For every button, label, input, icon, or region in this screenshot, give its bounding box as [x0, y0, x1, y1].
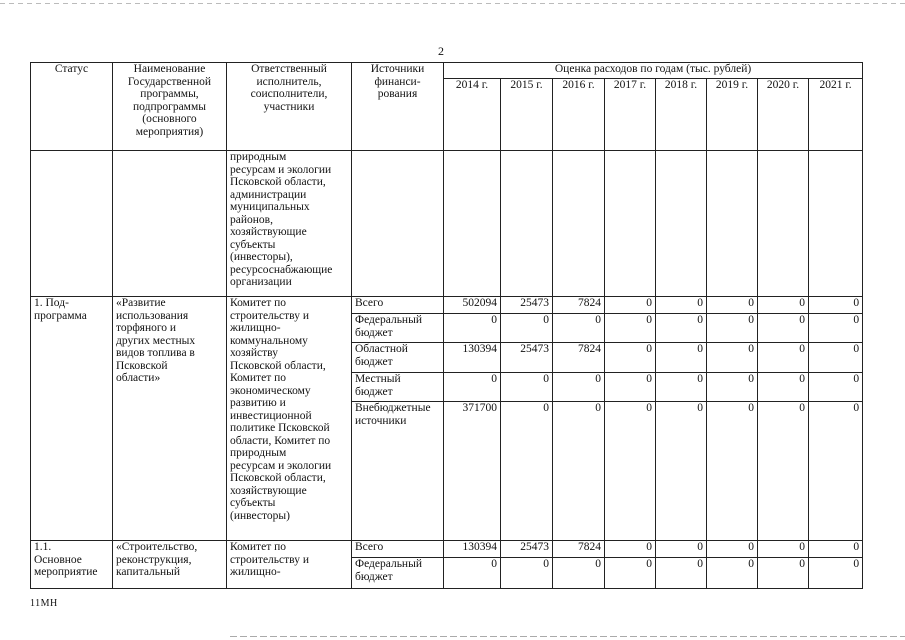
value-cell: 0	[656, 314, 707, 343]
value-cell: 130394	[444, 541, 501, 558]
value-cell: 0	[758, 373, 809, 402]
header-year: 2020 г.	[758, 79, 809, 151]
value-cell: 0	[553, 314, 605, 343]
value-cell: 0	[758, 343, 809, 373]
value-cell: 0	[758, 558, 809, 589]
value-cell: 0	[758, 541, 809, 558]
budget-table	[30, 62, 863, 589]
value-cell: 0	[809, 558, 863, 589]
value-cell: 0	[501, 558, 553, 589]
value-cell: 0	[444, 314, 501, 343]
value-cell: 0	[605, 373, 656, 402]
header-year: 2015 г.	[501, 79, 553, 151]
value-cell: 0	[444, 558, 501, 589]
document-footer-code: 11МН	[30, 598, 58, 609]
header-year: 2016 г.	[553, 79, 605, 151]
value-cell: 0	[758, 297, 809, 314]
value-cell: 0	[501, 314, 553, 343]
funding-source: Областной бюджет	[352, 343, 444, 373]
header-program-name: Наименование Государственной программы, подпрограммы (основного мероприятия)	[113, 63, 227, 151]
funding-source: Федеральный бюджет	[352, 558, 444, 589]
value-cell: 0	[656, 343, 707, 373]
value-cell: 0	[809, 297, 863, 314]
value-cell: 130394	[444, 343, 501, 373]
subprogram-name: «Развитие использования торфяного и других местных видов топлива в Псковской области»	[113, 297, 227, 541]
main-event-executor: Комитет по строительству и жилищно-	[227, 541, 352, 589]
value-cell: 0	[809, 314, 863, 343]
value-cell: 0	[809, 373, 863, 402]
value-cell: 25473	[501, 297, 553, 314]
funding-source: Местный бюджет	[352, 373, 444, 402]
value-cell: 0	[656, 297, 707, 314]
value-cell: 0	[809, 343, 863, 373]
value-cell: 0	[758, 314, 809, 343]
value-cell: 0	[501, 402, 553, 541]
main-event-row-total	[31, 541, 863, 558]
continuation-status	[31, 151, 113, 297]
value-cell: 502094	[444, 297, 501, 314]
value-cell: 25473	[501, 541, 553, 558]
value-cell: 7824	[553, 297, 605, 314]
value-cell: 7824	[553, 541, 605, 558]
scan-top-edge	[0, 3, 905, 4]
header-year: 2019 г.	[707, 79, 758, 151]
header-expense-estimate: Оценка расходов по годам (тыс. рублей)	[444, 63, 863, 79]
subprogram-executor: Комитет по строительству и жилищно- коммунальному хозяйству Псковской области, Комитет по экономическому развитию и инвестиционной политике Псковской области, Комитет по природным ресурсам и экологии Псковской области, хозяйствующие субъекты (инвесторы)	[227, 297, 352, 541]
value-cell: 0	[707, 314, 758, 343]
subprogram-row-total	[31, 297, 863, 314]
subprogram-status: 1. Под- программа	[31, 297, 113, 541]
value-cell: 7824	[553, 343, 605, 373]
header-executor: Ответственный исполнитель, соисполнители, участники	[227, 63, 352, 151]
value-cell: 0	[656, 402, 707, 541]
value-cell: 371700	[444, 402, 501, 541]
main-event-status: 1.1. Основное мероприятие	[31, 541, 113, 589]
funding-source: Внебюджетные источники	[352, 402, 444, 541]
header-year: 2021 г.	[809, 79, 863, 151]
page-number: 2	[438, 44, 444, 58]
value-cell: 0	[656, 541, 707, 558]
header-status: Статус	[31, 63, 113, 151]
value-cell: 0	[605, 314, 656, 343]
funding-source: Всего	[352, 297, 444, 314]
value-cell: 0	[707, 297, 758, 314]
header-year: 2017 г.	[605, 79, 656, 151]
value-cell: 0	[707, 541, 758, 558]
value-cell: 0	[758, 402, 809, 541]
value-cell: 0	[809, 402, 863, 541]
funding-source: Всего	[352, 541, 444, 558]
value-cell: 25473	[501, 343, 553, 373]
header-funding-sources: Источники финанси- рования	[352, 63, 444, 151]
value-cell: 0	[605, 343, 656, 373]
scan-bottom-edge	[230, 636, 905, 637]
value-cell: 0	[707, 402, 758, 541]
value-cell: 0	[707, 343, 758, 373]
value-cell: 0	[501, 373, 553, 402]
header-year: 2014 г.	[444, 79, 501, 151]
header-row-top	[31, 63, 863, 79]
continuation-name	[113, 151, 227, 297]
value-cell: 0	[605, 402, 656, 541]
value-cell: 0	[707, 373, 758, 402]
value-cell: 0	[809, 541, 863, 558]
value-cell: 0	[656, 373, 707, 402]
value-cell: 0	[553, 402, 605, 541]
value-cell: 0	[707, 558, 758, 589]
main-event-name: «Строительство, реконструкция, капитальный	[113, 541, 227, 589]
value-cell: 0	[605, 541, 656, 558]
value-cell: 0	[444, 373, 501, 402]
continuation-row	[31, 151, 863, 297]
value-cell: 0	[553, 558, 605, 589]
value-cell: 0	[605, 297, 656, 314]
value-cell: 0	[605, 558, 656, 589]
continuation-executor: природным ресурсам и экологии Псковской области, администрации муниципальных районов, хозяйствующие субъекты (инвесторы), ресурсоснабжающие организации	[227, 151, 352, 297]
value-cell: 0	[553, 373, 605, 402]
funding-source: Федеральный бюджет	[352, 314, 444, 343]
header-year: 2018 г.	[656, 79, 707, 151]
value-cell: 0	[656, 558, 707, 589]
